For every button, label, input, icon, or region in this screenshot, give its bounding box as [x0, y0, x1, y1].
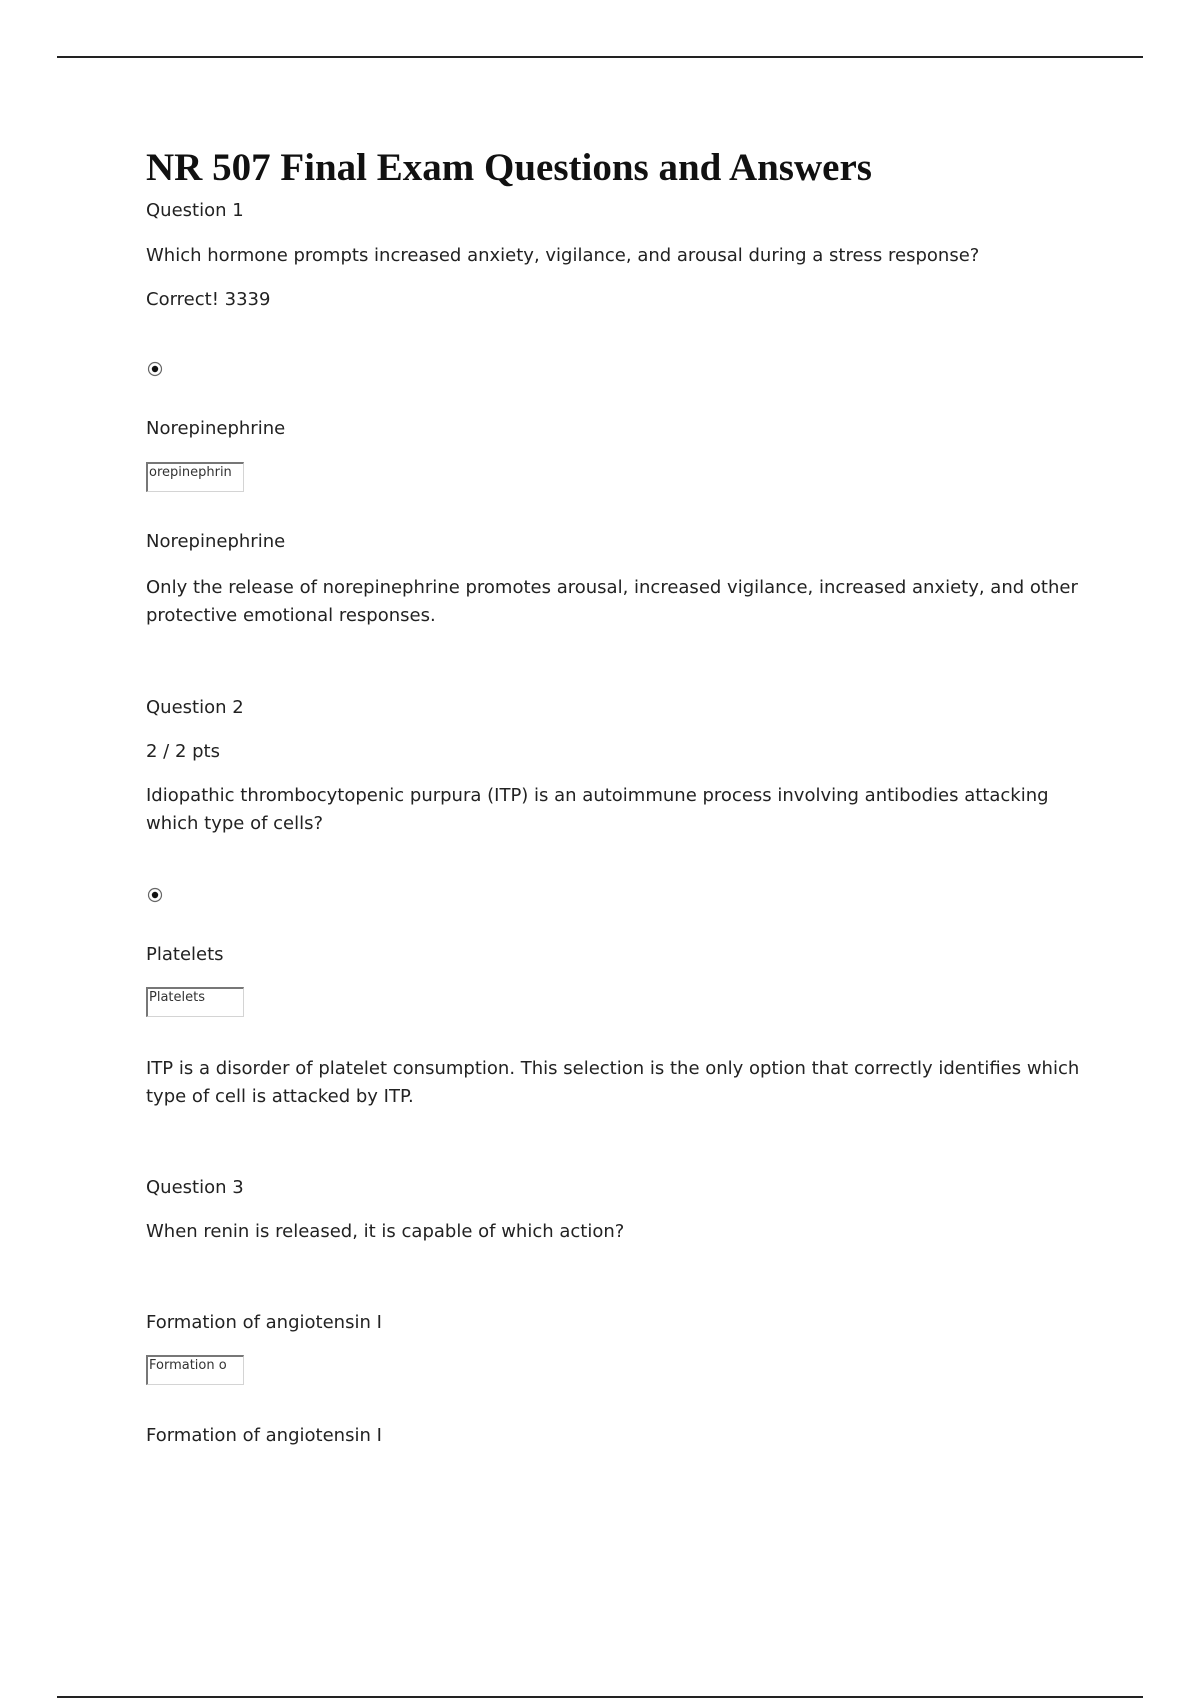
question-2-answer-box[interactable]: [146, 987, 244, 1017]
question-1-label: Question 1: [146, 200, 244, 221]
question-3-label: Question 3: [146, 1177, 244, 1198]
question-2-explanation: ITP is a disorder of platelet consumption. This selection is the only option that correctly identifies which type of cell is attacked by ITP.: [146, 1058, 1080, 1107]
question-1-radio-selected-icon[interactable]: [147, 361, 163, 377]
question-1-answer-box[interactable]: [146, 462, 244, 492]
question-3-answer-box[interactable]: [146, 1355, 244, 1385]
question-2-answer-box-value: Platelets: [149, 990, 205, 1005]
page-title: NR 507 Final Exam Questions and Answers: [146, 146, 872, 189]
question-1-explanation: Only the release of norepinephrine promotes arousal, increased vigilance, increased anxiety, and other protective emotional responses.: [146, 577, 1078, 626]
question-2-prompt: Idiopathic thrombocytopenic purpura (ITP) is an autoimmune process involving antibodies attacking which type of cells?: [146, 785, 1049, 834]
question-2-option-label: Platelets: [146, 944, 224, 965]
question-2-points: 2 / 2 pts: [146, 741, 220, 762]
question-3-answer-box-value: Formation o: [149, 1358, 227, 1373]
question-2-radio-selected-icon[interactable]: [147, 887, 163, 903]
question-1-answer-text: Norepinephrine: [146, 531, 286, 552]
question-1-status: Correct! 3339: [146, 289, 271, 310]
question-3-option-label: Formation of angiotensin I: [146, 1312, 382, 1333]
question-1-option-label: Norepinephrine: [146, 418, 286, 439]
bottom-divider: [57, 1696, 1143, 1698]
question-3-prompt: When renin is released, it is capable of which action?: [146, 1221, 625, 1242]
question-1-prompt: Which hormone prompts increased anxiety, vigilance, and arousal during a stress response?: [146, 245, 980, 266]
question-1-answer-box-value: orepinephrin: [149, 465, 232, 480]
question-2-label: Question 2: [146, 697, 244, 718]
top-divider: [57, 56, 1143, 58]
question-3-answer-text: Formation of angiotensin I: [146, 1425, 382, 1446]
